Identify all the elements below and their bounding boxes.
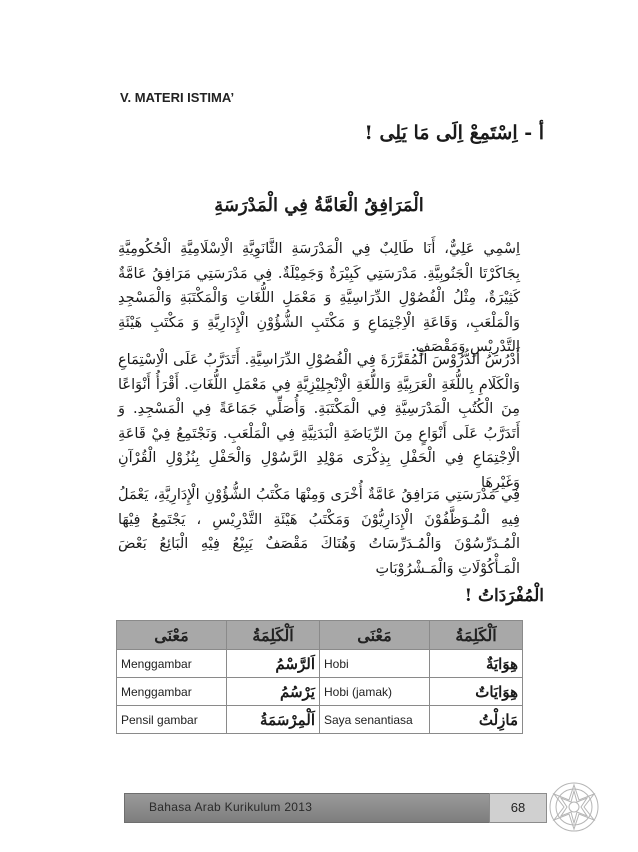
reading-paragraph-1: اِسْمِي عَلِيٌّ، أَنَا طَالِبٌ فِي الْمَدْرَسَةِ الثَّانَوِيَّةِ الْاِسْلَامِيَّةِ الْحُكُومِيَّةِ بِجَاكَرْتَا الْجَنُوبِيَّةِ. مَدْرَسَتِي كَبِيْرَةٌ وَجَمِيْلَةٌ. فِي مَدْرَسَتِي مَرَافِقُ عَامَّةٌ كَثِيْرَةٌ، مِثْلُ الْفُصُوْلِ الدِّرَاسِيَّةِ وَ مَعْمَلِ اللُّغَاتِ وَالْمَكْتَبَةِ وَالْمَسْجِدِ وَالْمَلْعَبِ، وَقَاعَةِ الْاِجْتِمَاعِ وَ مَكْتَبِ الشُّؤُوْنِ الْإِدَارِيَّةِ وَ مَكْتَبِ هَيْئَةِ التَّدْرِيْسِ وَمَقْصَفٍ. xyxy=(118,241,520,355)
reading-title: الْمَرَافِقُ الْعَامَّةُ فِي الْمَدْرَسَةِ xyxy=(214,195,424,216)
vocabulary-header-meaning-left: مَعْنَى xyxy=(117,621,227,650)
vocabulary-meaning: Saya senantiasa xyxy=(320,706,430,734)
vocabulary-heading: الْمُفْرَدَاتُ ! xyxy=(464,586,544,606)
vocabulary-word: اَلرَّسْمُ xyxy=(227,650,320,678)
page-number: 68 xyxy=(489,793,547,823)
exercise-heading: أ - اِسْتَمِعْ اِلَى مَا يَلِى ! xyxy=(364,122,544,144)
vocabulary-word: هِوَايَةٌ xyxy=(430,650,523,678)
vocabulary-word: يَرْسُمُ xyxy=(227,678,320,706)
vocabulary-meaning: Menggambar xyxy=(117,650,227,678)
footer-book-title: Bahasa Arab Kurikulum 2013 xyxy=(149,800,313,814)
vocabulary-word: مَازِلْتُ xyxy=(430,706,523,734)
reading-paragraph-3: فِي مَدْرَسَتِي مَرَافِقُ عَامَّةٌ أُخْرَى وَمِنْهَا مَكْتَبُ الشُّؤُوْنِ الْإِدَارِيَّةِ، يَعْمَلُ فِيهِ الْمُـوَظَّفُوْنَ الْإِدَارِيُّوْنَ وَمَكْتَبُ هَيْئَةِ التَّدْرِيْسِ ، يَجْتَمِعُ فِيْهَا الْمُـدَرِّسُوْنَ وَالْمُـدَرِّسَاتُ وَهُنَاكَ مَقْصَفٌ يَبِيْعُ فِيْهِ الْبَائِعُ بَعْضَ الْمَـأْكُوْلَاتِ وَالْمَـشْرُوْبَاتِ xyxy=(118,487,520,577)
footer-bar xyxy=(124,793,489,823)
vocabulary-word: اَلْمِرْسَمَةُ xyxy=(227,706,320,734)
vocabulary-word: هِوَايَاتٌ xyxy=(430,678,523,706)
section-heading: V. MATERI ISTIMA’ xyxy=(120,90,235,105)
vocabulary-header-row xyxy=(117,621,523,650)
table-row xyxy=(117,650,523,678)
vocabulary-table xyxy=(116,620,523,734)
reading-paragraph-2: أَدْرُسُ الدُّرُوْسَ الْمُقَرَّرَةَ فِي الْفُصُوْلِ الدِّرَاسِيَّةِ. أَتَدَرَّبُ عَلَى الْاِسْتِمَاعِ وَالْكَلَامِ بِاللُّغَةِ الْعَرَبِيَّةِ وَاللُّغَةِ الْاِنْجِلِيْزِيَّةِ فِي مَعْمَلِ اللُّغَاتِ. أَقْرَأُ أَنْوَاعًا مِنَ الْكُتُبِ الْمَدْرَسِيَّةِ فِي الْمَكْتَبَةِ. وَأُصَلِّي جَمَاعَةً فِي الْمَسْجِدِ. وَ أَتَدَرَّبُ عَلَى أَنْوَاعٍ مِنَ الرِّيَاضَةِ الْبَدَنِيَّةِ فِي الْمَلْعَبِ. وَنَجْتَمِعُ فِيْ قَاعَةِ الْاِجْتِمَاعِ فِي الْحَفْلِ بِذِكْرَى مَوْلِدِ الرَّسُوْلِ وَالْحَفْلِ بِنُزُوْلِ الْقُرْآنِ وَغَيْرِهَا xyxy=(118,352,520,491)
vocabulary-meaning: Pensil gambar xyxy=(117,706,227,734)
table-row xyxy=(117,678,523,706)
star-ornament-icon xyxy=(547,780,601,834)
vocabulary-header-meaning-right: مَعْنَى xyxy=(320,621,430,650)
vocabulary-meaning: Hobi (jamak) xyxy=(320,678,430,706)
vocabulary-meaning: Hobi xyxy=(320,650,430,678)
vocabulary-header-word-right: اَلْكَلِمَةُ xyxy=(430,621,523,650)
table-row xyxy=(117,706,523,734)
vocabulary-meaning: Menggambar xyxy=(117,678,227,706)
vocabulary-header-word-left: اَلْكَلِمَةُ xyxy=(227,621,320,650)
